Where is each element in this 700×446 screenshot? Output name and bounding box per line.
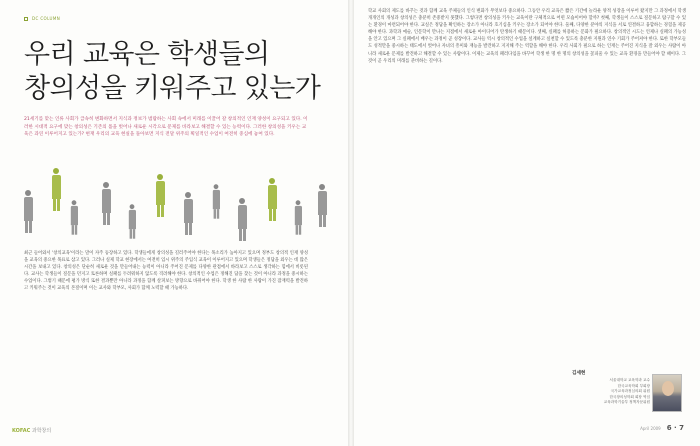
footer-brand: KOFAC <box>12 428 31 434</box>
author-box <box>550 370 700 416</box>
person-figure-icon <box>182 192 194 235</box>
person-figure-icon <box>293 200 303 234</box>
author-info: 서울대학교 교육학과 교수 한국교육학회 부회장 국가교육과정심의회 위원 한국창의성학회 회장 역임 교육과학기술부 정책자문위원 <box>603 378 650 405</box>
left-page <box>0 0 348 446</box>
person-figure-icon <box>69 200 79 234</box>
person-figure-icon <box>50 168 62 211</box>
left-body-text: 최근 들어와서 '창의교육'이라는 말이 자주 등장하고 있다. 학생들에게 창의성을 길러주어야 한다는 목소리가 높아지고 있으며 정부도 창의적 인재 양성을 교육의 중요한 목표로 삼고 있다. 그러나 실제 학교 현장에서는 여전히 입시 위주의 주입식 교육이 이루어지고 있으며 학생들은 정답을 외우는 데 많은 시간을 보내고 있다. 창의성은 단순히 새로운 것을 만들어내는 능력이 아니라 주어진 문제를 다양한 관점에서 바라보고 스스로 생각하는 힘에서 비롯된다. 교사는 학생들이 질문을 던지고 토론하며 실패를 두려워하지 않도록 격려해야 한다. 창의적인 수업은 정해진 답을 찾는 것이 아니라 과정을 중시하는 수업이다. 그렇기 때문에 평가 방식 또한 결과뿐만 아니라 과정을 함께 살펴보는 방향으로 바뀌어야 한다. 학생 한 사람 한 사람이 가진 잠재력을 발견하고 키워주는 것이 교육의 본질이며 이는 교사와 학부모, 사회가 함께 노력할 때 가능하다. <box>24 251 308 292</box>
title-line-2: 창의성을 키워주고 있는가 <box>24 73 321 104</box>
author-photo <box>652 374 682 412</box>
person-figure-icon <box>236 198 248 241</box>
footer-brand-text: 과학창의 <box>31 428 52 434</box>
section-tag-icon <box>24 17 28 21</box>
title-line-1: 우리 교육은 학생들의 <box>24 39 270 70</box>
person-figure-icon <box>266 178 278 221</box>
person-figure-icon <box>154 174 166 217</box>
left-footer <box>12 427 51 434</box>
person-figure-icon <box>100 182 112 225</box>
person-figure-icon <box>316 184 328 227</box>
page-numbers: 6 · 7 <box>666 424 684 432</box>
right-footer <box>640 424 684 432</box>
article-title <box>24 38 320 106</box>
person-figure-icon <box>22 190 34 233</box>
people-illustration <box>22 160 332 240</box>
author-name: 김세현 <box>572 371 586 376</box>
person-figure-icon <box>127 204 137 238</box>
person-figure-icon <box>211 184 221 218</box>
section-tag-label: DC COLUMN <box>32 16 61 21</box>
issue-date: April 2009 <box>640 426 661 431</box>
lead-paragraph: 21세기를 맞는 인류 사회가 급속히 변화하면서 지식과 정보가 범람하는 사회 속에서 미래를 이끌어 갈 창의적인 인재 양성이 요구되고 있다. 이러한 시대적 요구에 맞는 창의성은 기존의 틀을 벗어나 새로운 시각으로 문제를 바라보고 해결할 수 있는 능력이다. 그러한 창의성을 키우는 교육은 과연 이루어지고 있는가? 현재 우리의 교육 현실을 돌아보면 지식 전달 위주의 획일적인 수업이 여전히 중심에 놓여 있다. <box>24 117 308 138</box>
right-body-text: 학교 사회의 제도를 바꾸는 것과 함께 교육 주체들의 인식 변화가 무엇보다 중요하다. 그동안 우리 교육은 짧은 기간에 놀라운 양적 성장을 이루어 왔지만 그 과정에서 학생 개개인의 개성과 창의성은 충분히 존중받지 못했다. 그렇다면 창의성을 키우는 교육이란 구체적으로 어떤 모습이어야 할까? 첫째, 학생들이 스스로 질문하고 탐구할 수 있는 환경이 마련되어야 한다. 교실은 정답을 확인하는 장소가 아니라 호기심을 키우는 장소가 되어야 한다. 둘째, 다양한 분야의 지식을 서로 연결하고 융합하는 경험을 제공해야 한다. 과학과 예술, 인문학이 만나는 지점에서 새로운 아이디어가 탄생하기 때문이다. 셋째, 실패를 허용하는 문화가 필요하다. 창의적인 시도는 언제나 실패의 가능성을 안고 있으며 그 실패에서 배우는 과정이 곧 성장이다. 교사들 역시 창의적인 수업을 설계하고 실천할 수 있도록 충분한 지원과 연수 기회가 주어져야 한다. 또한 학부모들도 성적만을 중시하는 태도에서 벗어나 자녀의 흥미와 재능을 발견하고 지지해 주는 역할을 해야 한다. 우리 사회가 필요로 하는 인재는 주어진 지식을 잘 외우는 사람이 아니라 새로운 문제를 발견하고 해결할 수 있는 사람이다. 이제는 교육의 패러다임을 바꾸어 학생 한 명 한 명의 창의성을 꽃피울 수 있는 교육 환경을 만들어야 할 때이다. 그것이 곧 우리의 미래를 준비하는 길이다. <box>368 9 686 64</box>
right-page <box>354 0 700 446</box>
section-tag <box>24 16 60 21</box>
